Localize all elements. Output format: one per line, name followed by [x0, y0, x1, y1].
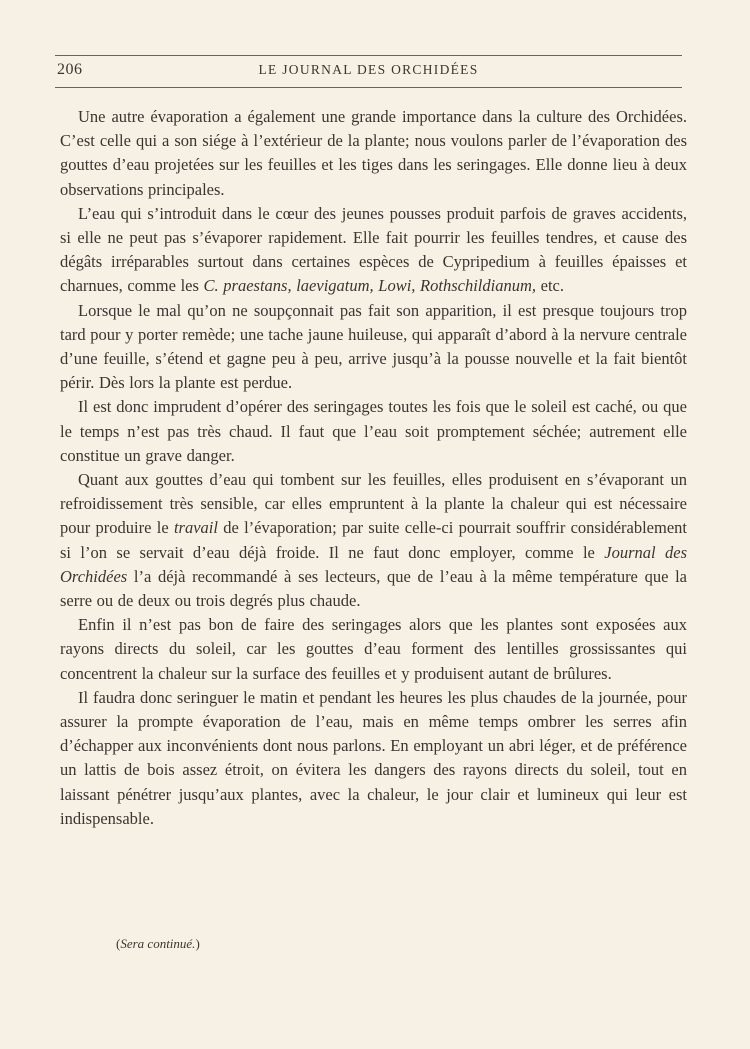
text-run: Quant aux gouttes d’eau qui tombent sur les feuilles, elles produisent en s’évaporant un refroidissement très sensible, car elles empruntent à la plante la chaleur qui est nécessaire pour produire le	[60, 470, 687, 538]
text-run: l’a déjà recommandé à ses lecteurs, que de l’eau à la même température que la serre ou de deux ou trois degrés plus chaude.	[60, 566, 687, 611]
open-paren: (	[116, 936, 121, 951]
species-names: C. praestans, laevigatum, Lowi, Rothschildianum,	[203, 276, 536, 296]
paragraph-6	[60, 613, 687, 686]
header-top-rule	[55, 55, 682, 56]
article-body	[60, 105, 687, 831]
text-run: Enfin il n’est pas bon de faire des seringages alors que les plantes sont exposées aux rayons directs du soleil, car les gouttes d’eau forment des lentilles grossissantes qui concentrent la chaleur sur la surface des feuilles et y produisent autant de brûlures.	[60, 615, 687, 683]
text-run: Lorsque le mal qu’on ne soupçonnait pas fait son apparition, il est presque toujours trop tard pour y porter remède; une tache jaune huileuse, qui apparaît d’abord à la nervure centrale d’une feuille, s’étend et gagne peu à peu, arrive jusqu’à la pousse nouvelle et la fait bientôt périr. Dès lors la plante est perdue.	[60, 300, 687, 393]
running-title: LE JOURNAL DES ORCHIDÉES	[258, 62, 479, 77]
close-paren: )	[195, 936, 200, 951]
text-run: etc.	[536, 276, 564, 296]
paragraph-7	[60, 686, 687, 831]
text-run: Une autre évaporation a également une grande importance dans la culture des Orchidées. C’est celle qui a son siége à l’extérieur de la plante; nous voulons parler de l’évaporation des gouttes d’eau projetées sur les feuilles et les tiges dans les seringages. Elle donne lieu à deux observations principales.	[60, 107, 687, 199]
paragraph-3	[60, 299, 687, 396]
paragraph-5	[60, 468, 687, 613]
continued-note	[116, 936, 200, 952]
paragraph-2	[60, 202, 687, 299]
italic-term: travail	[173, 518, 218, 538]
paragraph-4	[60, 395, 687, 468]
text-run: L’eau qui s’introduit dans le cœur des jeunes pousses produit parfois de graves accidents, si elle ne peut pas s’évaporer rapidement. Elle fait pourrir les feuilles tendres, et cause des dégâts irréparables surtout dans certaines espèces de Cypripedium à feuilles épaisses et charnues, comme les	[60, 203, 687, 296]
page-header	[55, 60, 682, 82]
paragraph-1	[60, 105, 687, 202]
header-bottom-rule	[55, 87, 682, 88]
page-number: 206	[57, 61, 83, 78]
text-run: de l’évaporation; par suite celle-ci pourrait souffrir considérablement si l’on se servait d’eau déjà froide. Il ne faut donc employer, comme le	[60, 518, 687, 562]
text-run: Il est donc imprudent d’opérer des seringages toutes les fois que le soleil est caché, ou que le temps n’est pas très chaud. Il faut que l’eau soit promptement séchée; autrement elle constitue un grave danger.	[60, 397, 687, 465]
text-run: Il faudra donc seringuer le matin et pendant les heures les plus chaudes de la journée, pour assurer la prompte évaporation de l’eau, mais en même temps ombrer les serres afin d’échapper aux inconvénients dont nous parlons. En employant un abri léger, et de préférence un lattis de bois assez étroit, on évitera les dangers des rayons directs du soleil, tout en laissant pénétrer jusqu’aux plantes, avec la chaleur, le jour clair et lumineux qui leur est indispensable.	[60, 687, 687, 828]
journal-title-reference: Journal des Orchidées	[60, 542, 687, 586]
continued-text: Sera continué.	[120, 936, 196, 951]
